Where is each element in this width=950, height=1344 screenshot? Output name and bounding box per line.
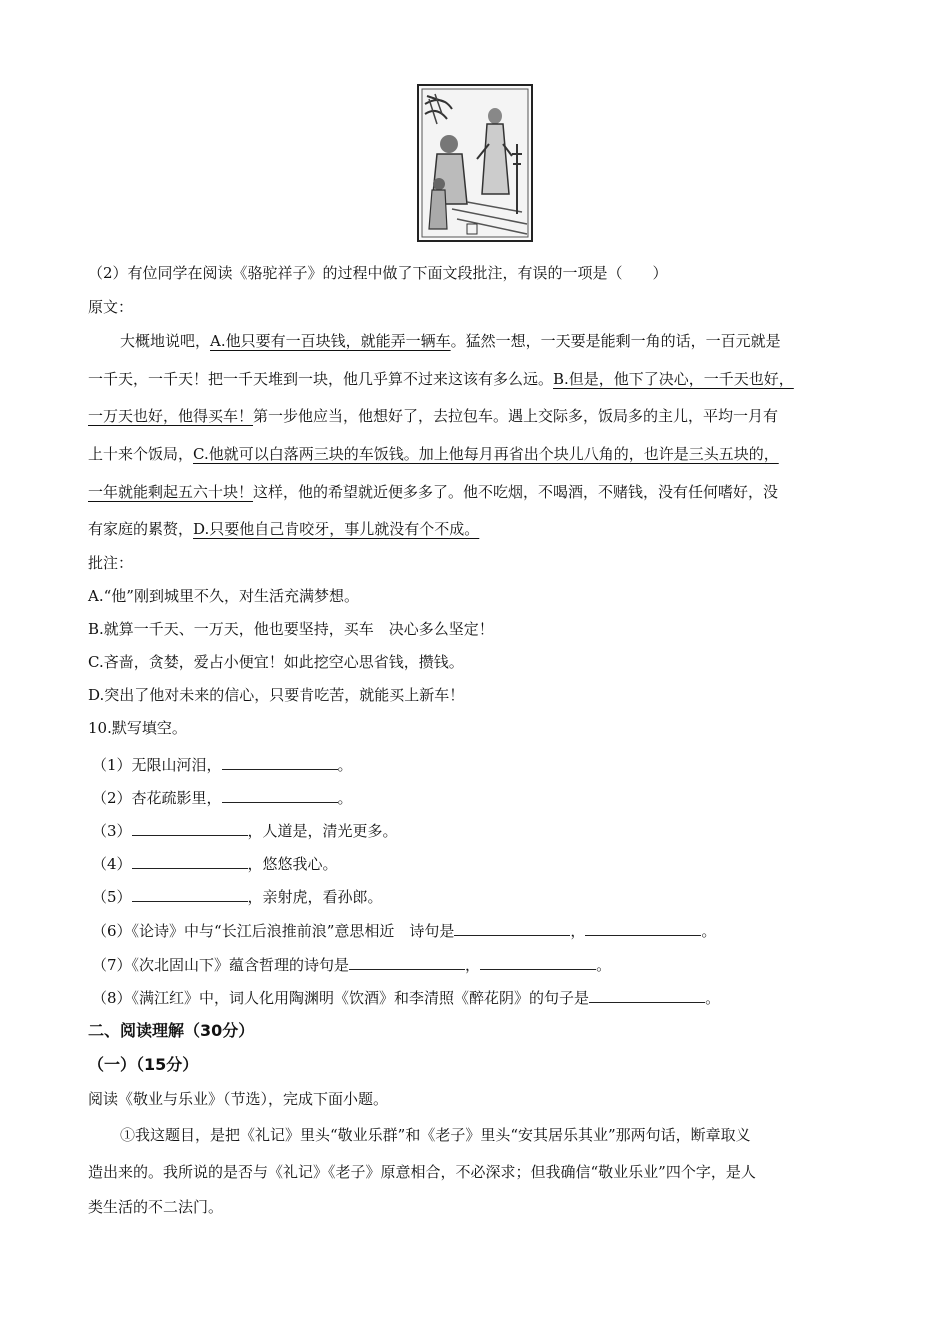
answer-blank[interactable] [132, 887, 248, 902]
answer-blank[interactable] [589, 988, 705, 1003]
q2-prompt: （2）有位同学在阅读《骆驼祥子》的过程中做了下面文段批注，有误的一项是（ ） [88, 264, 668, 282]
notes-label: 批注： [88, 554, 134, 572]
note-option-b: B.就算一千天、一万天，他也要坚持，买车 决心多么坚定！ [88, 620, 494, 638]
fill-item-7: （7）《次北固山下》蕴含哲理的诗句是 ， 。 [92, 956, 612, 974]
passage-line: 造出来的。我所说的是否与《礼记》《老子》原意相合，不必深求；但我确信“敬业乐业”四个字，是人 [88, 1163, 756, 1181]
passage-line: 大概地说吧，A.他只要有一百块钱，就能弄一辆车。猛然一想，一天要是能剩一角的话，一百元就是 [120, 332, 781, 350]
fill-item-6: （6）《论诗》中与“长江后浪推前浪”意思相近 诗句是 ， 。 [92, 922, 717, 940]
answer-blank[interactable] [585, 921, 701, 936]
fill-item-8: （8）《满江红》中，词人化用陶渊明《饮酒》和李清照《醉花阴》的句子是 。 [92, 989, 721, 1007]
fill-item-2: （2）杏花疏影里， 。 [92, 789, 353, 807]
underlined-sentence-a: A.他只要有一百块钱，就能弄一辆车 [210, 332, 451, 350]
fill-item-3: （3） ，人道是，清光更多。 [92, 822, 398, 840]
illustration-image [417, 84, 533, 242]
passage-line: 类生活的不二法门。 [88, 1198, 224, 1216]
underlined-sentence-b: B.但是，他下了决心，一千天也好， [553, 370, 794, 388]
note-option-a: A.“他”刚到城里不久，对生活充满梦想。 [88, 587, 359, 605]
passage-line: 上十来个饭局，C.他就可以白落两三块的车饭钱。加上他每月再省出个块儿八角的，也许是三头五块的， [88, 445, 779, 463]
underlined-sentence-b-cont: 一万天也好，他得买车！ [88, 407, 254, 425]
answer-blank[interactable] [222, 755, 338, 770]
subsection-heading: （一）（15分） [88, 1055, 199, 1074]
underlined-sentence-d: D.只要他自己肯咬牙，事儿就没有个不成。 [193, 520, 480, 538]
answer-blank[interactable] [132, 854, 248, 869]
fill-item-1: （1）无限山河泪， 。 [92, 756, 353, 774]
answer-blank[interactable] [222, 788, 338, 803]
fill-item-5: （5） ，亲射虎，看孙郎。 [92, 888, 383, 906]
answer-blank[interactable] [349, 955, 465, 970]
section-heading: 二、阅读理解（30分） [88, 1021, 255, 1040]
note-option-c: C.吝啬，贪婪，爱占小便宜！如此挖空心思省钱，攒钱。 [88, 653, 464, 671]
underlined-sentence-c-cont: 一年就能剩起五六十块！ [88, 483, 254, 501]
passage-line: 一万天也好，他得买车！第一步他应当，他想好了，去拉包车。遇上交际多，饭局多的主儿，平均一月有 [88, 407, 779, 425]
answer-blank[interactable] [454, 921, 570, 936]
passage-line: ①我这题目，是把《礼记》里头“敬业乐群”和《老子》里头“安其居乐其业”那两句话，断章取义 [120, 1126, 751, 1144]
passage-line: 一年就能剩起五六十块！这样，他的希望就近便多多了。他不吃烟，不喝酒，不赌钱，没有任何嗜好，没 [88, 483, 779, 501]
passage-line: 有家庭的累赘，D.只要他自己肯咬牙，事儿就没有个不成。 [88, 520, 480, 538]
fill-item-4: （4） ，悠悠我心。 [92, 855, 338, 873]
q10-title: 10.默写填空。 [88, 719, 187, 737]
underlined-sentence-c: C.他就可以白落两三块的车饭钱。加上他每月再省出个块儿八角的，也许是三头五块的， [193, 445, 779, 463]
reading-intro: 阅读《敬业与乐业》（节选），完成下面小题。 [88, 1090, 389, 1108]
original-label: 原文： [88, 298, 134, 316]
note-option-d: D.突出了他对未来的信心，只要肯吃苦，就能买上新车！ [88, 686, 465, 704]
answer-blank[interactable] [132, 821, 248, 836]
passage-line: 一千天，一千天！把一千天堆到一块，他几乎算不过来这该有多么远。B.但是，他下了决心，一千天也好， [88, 370, 794, 388]
answer-blank[interactable] [480, 955, 596, 970]
